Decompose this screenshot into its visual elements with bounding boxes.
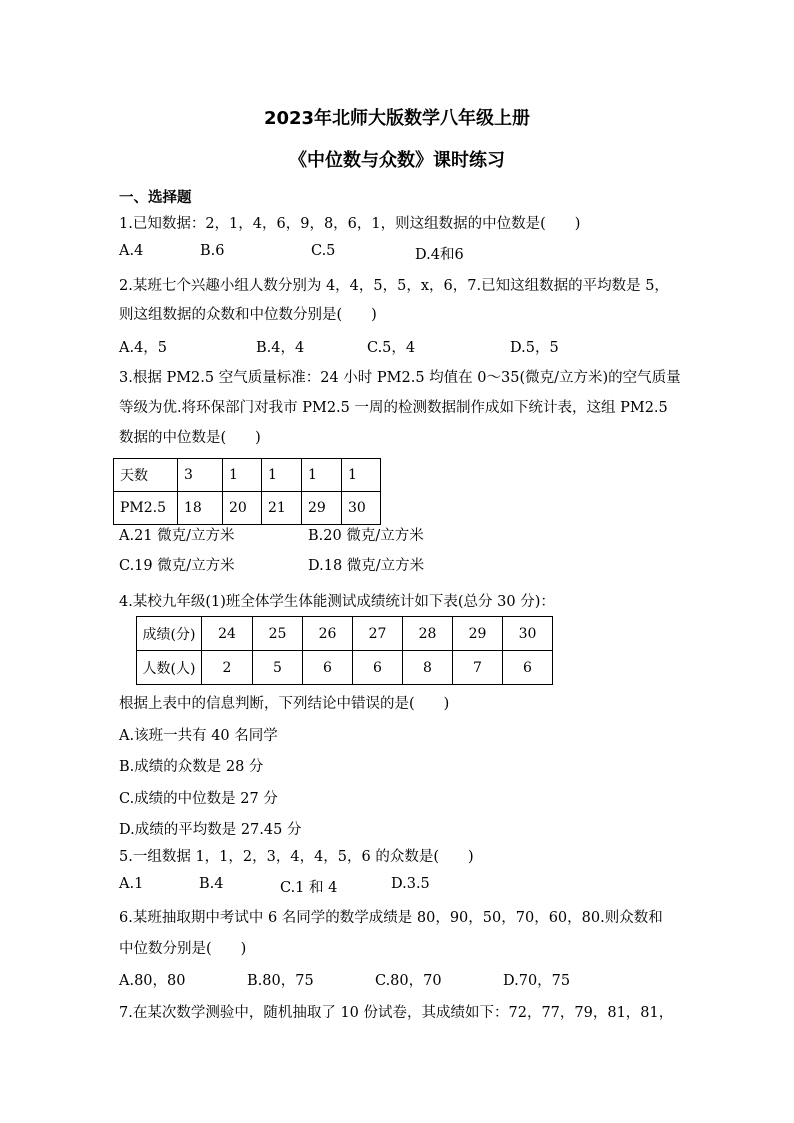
q6-option-b: B.80，75 xyxy=(247,973,314,989)
table-cell: 1 xyxy=(262,459,302,492)
score-table xyxy=(136,616,553,685)
table-cell: 30 xyxy=(503,617,553,651)
q2-option-b: B.4，4 xyxy=(256,340,305,356)
q5-option-b: B.4 xyxy=(199,876,224,892)
question-6-line-2: 中位数分别是( ) xyxy=(119,941,247,957)
question-3-line-3: 数据的中位数是( ) xyxy=(119,430,261,446)
q4-option-b: B.成绩的众数是 28 分 xyxy=(119,759,264,775)
q4-option-d: D.成绩的平均数是 27.45 分 xyxy=(119,822,302,838)
q2-option-d: D.5，5 xyxy=(510,340,559,356)
table-cell: 29 xyxy=(302,492,342,525)
table-cell: 20 xyxy=(223,492,262,525)
question-3-line-1: 3.根据 PM2.5 空气质量标准：24 小时 PM2.5 均值在 0～35(微克/立方米)的空气质量 xyxy=(119,370,681,386)
table-cell: 1 xyxy=(302,459,342,492)
table-cell: 30 xyxy=(342,492,381,525)
q4-option-a: A.该班一共有 40 名同学 xyxy=(119,728,278,744)
q1-option-b: B.6 xyxy=(200,243,225,259)
q1-option-a: A.4 xyxy=(119,243,144,259)
table-cell: 1 xyxy=(342,459,381,492)
question-5: 5.一组数据 1，1，2，3，4，4，5，6 的众数是( ) xyxy=(119,849,474,865)
pm25-table xyxy=(113,458,381,525)
document-subtitle: 《中位数与众数》课时练习 xyxy=(289,150,505,171)
table-row xyxy=(114,459,381,492)
table-cell: PM2.5 xyxy=(114,492,178,525)
q5-option-a: A.1 xyxy=(119,876,144,892)
table-cell: 天数 xyxy=(114,459,178,492)
table-cell: 6 xyxy=(353,651,403,685)
table-cell: 6 xyxy=(503,651,553,685)
question-4-line-2: 根据上表中的信息判断，下列结论中错误的是( ) xyxy=(119,696,450,712)
question-4-line-1: 4.某校九年级(1)班全体学生体能测试成绩统计如下表(总分 30 分)： xyxy=(119,594,555,610)
q5-option-c: C.1 和 4 xyxy=(280,880,338,896)
table-cell: 24 xyxy=(202,617,253,651)
table-cell: 28 xyxy=(403,617,453,651)
question-7-line-1: 7.在某次数学测验中，随机抽取了 10 份试卷，其成绩如下：72，77，79，81，81， xyxy=(119,1005,674,1021)
document-title: 2023年北师大版数学八年级上册 xyxy=(263,108,531,129)
table-cell: 8 xyxy=(403,651,453,685)
table-cell: 2 xyxy=(202,651,253,685)
q4-option-c: C.成绩的中位数是 27 分 xyxy=(119,791,278,807)
table-cell: 1 xyxy=(223,459,262,492)
table-cell: 29 xyxy=(453,617,503,651)
table-cell: 21 xyxy=(262,492,302,525)
q2-option-c: C.5，4 xyxy=(367,340,416,356)
table-cell: 5 xyxy=(253,651,303,685)
table-cell: 25 xyxy=(253,617,303,651)
q5-option-d: D.3.5 xyxy=(391,876,430,892)
table-cell: 18 xyxy=(178,492,223,525)
q6-option-c: C.80，70 xyxy=(375,973,442,989)
table-cell: 7 xyxy=(453,651,503,685)
q3-option-c: C.19 微克/立方米 xyxy=(119,558,235,574)
table-cell: 3 xyxy=(178,459,223,492)
section-heading: 一、选择题 xyxy=(119,190,192,206)
q3-option-a: A.21 微克/立方米 xyxy=(119,528,235,544)
q6-option-d: D.70，75 xyxy=(503,973,571,989)
question-1: 1.已知数据：2，1，4，6，9，8，6，1，则这组数据的中位数是( ) xyxy=(119,216,581,232)
table-row xyxy=(114,492,381,525)
table-row xyxy=(137,651,553,685)
table-cell: 27 xyxy=(353,617,403,651)
table-cell: 26 xyxy=(303,617,353,651)
question-3-line-2: 等级为优.将环保部门对我市 PM2.5 一周的检测数据制作成如下统计表，这组 PM2.5 xyxy=(119,400,668,416)
table-cell: 人数(人) xyxy=(137,651,202,685)
question-6-line-1: 6.某班抽取期中考试中 6 名同学的数学成绩是 80，90，50，70，60，80.则众数和 xyxy=(119,910,663,926)
question-2-line-1: 2.某班七个兴趣小组人数分别为 4，4，5，5，x，6，7.已知这组数据的平均数是 5， xyxy=(119,278,669,294)
q3-option-d: D.18 微克/立方米 xyxy=(308,558,425,574)
q1-option-c: C.5 xyxy=(311,243,336,259)
q6-option-a: A.80，80 xyxy=(119,973,186,989)
table-cell: 成绩(分) xyxy=(137,617,202,651)
table-row xyxy=(137,617,553,651)
question-2-line-2: 则这组数据的众数和中位数分别是( ) xyxy=(119,307,377,323)
q1-option-d: D.4和6 xyxy=(415,247,464,263)
q2-option-a: A.4，5 xyxy=(119,340,168,356)
q3-option-b: B.20 微克/立方米 xyxy=(308,528,424,544)
table-cell: 6 xyxy=(303,651,353,685)
